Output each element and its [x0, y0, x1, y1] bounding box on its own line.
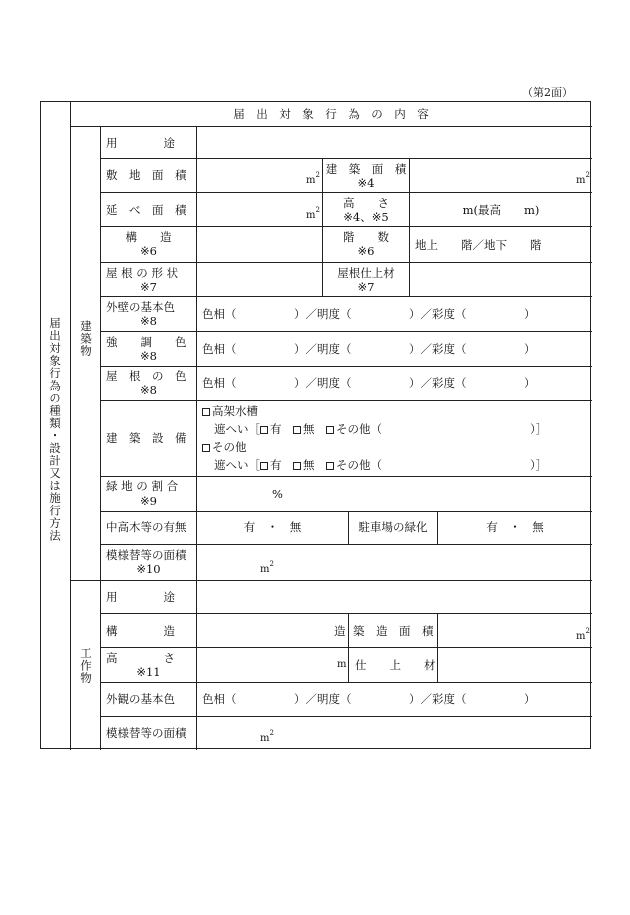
- label-kyouchou: 強 調 色: [106, 335, 187, 349]
- form-header: 届 出 対 象 行 為 の 内 容: [233, 107, 429, 121]
- label-structure-takasa: 高 さ: [106, 651, 175, 665]
- label-chikuzou: 築 造 面 積: [353, 624, 434, 638]
- note-11: ※11: [136, 665, 161, 679]
- checkbox-water-tank[interactable]: [202, 408, 210, 416]
- label-moyougae-structure: 模様替等の面積: [106, 726, 187, 740]
- setsubi-line-4: 遮へい［ 有 無 その他（ ）］: [214, 458, 548, 472]
- checkbox-other-2[interactable]: [326, 462, 334, 470]
- option-umu-1: 有 ・ 無: [243, 520, 302, 534]
- unit-sqm-5: $m^2$: [576, 626, 590, 642]
- color-fields-4: 色相（ ）／明度（ ）／彩度（ ）: [202, 692, 536, 706]
- structure-section-label: 工作物: [79, 647, 93, 685]
- label-kenchiku-menseki: 建 築 面 積: [325, 162, 407, 176]
- notification-form: [40, 101, 591, 749]
- unit-sqm-3: $m^2$: [306, 205, 320, 221]
- setsubi-line-1: 高架水槽: [202, 404, 258, 418]
- setsubi-line-2: 遮へい［ 有 無 その他（ ）］: [214, 422, 548, 436]
- label-moyougae-building: 模様替等の面積: [106, 548, 187, 562]
- label-youto: 用 途: [106, 136, 175, 150]
- label-yane-shiage: 屋根仕上材: [337, 266, 395, 280]
- label-structure-kouzou: 構 造: [106, 624, 175, 638]
- page-number: （第2面）: [522, 86, 573, 99]
- label-nobe: 延 べ 面 積: [106, 203, 187, 217]
- note-8b: ※8: [140, 349, 157, 363]
- checkbox-yes-1[interactable]: [260, 426, 268, 434]
- unit-percent: %: [272, 487, 283, 501]
- value-floors: 地上 階／地下 階: [415, 238, 542, 252]
- label-chuukouboku: 中高木等の有無: [106, 520, 187, 534]
- value-max-height: m(最高 m): [462, 203, 540, 217]
- note-6a: ※6: [140, 244, 157, 258]
- note-4: ※4: [357, 176, 375, 190]
- color-fields-3: 色相（ ）／明度（ ）／彩度（ ）: [202, 376, 536, 390]
- color-fields-1: 色相（ ）／明度（ ）／彩度（ ）: [202, 307, 536, 321]
- label-setsubi: 建 築 設 備: [106, 431, 187, 445]
- unit-sqm-4: $m^2$: [260, 559, 274, 575]
- unit-sqm-6: $m^2$: [260, 728, 274, 744]
- building-section-label: 建築物: [79, 320, 93, 358]
- label-kouzou: 構 造: [125, 230, 172, 244]
- left-title: 届出対象行為の種類・設計又は施行方法: [48, 317, 62, 542]
- note-8a: ※8: [140, 314, 157, 328]
- label-takasa: 高 さ: [343, 196, 389, 210]
- note-8c: ※8: [140, 383, 157, 397]
- checkbox-no-1[interactable]: [293, 426, 301, 434]
- note-10: ※10: [136, 562, 161, 576]
- label-shikichi: 敷 地 面 積: [106, 168, 187, 182]
- label-ryokuchi: 緑 地 の 割 合: [106, 479, 179, 493]
- unit-m: m: [337, 659, 347, 670]
- label-gaiheki: 外壁の基本色: [106, 300, 175, 314]
- label-structure-youto: 用 途: [106, 590, 175, 604]
- checkbox-other-equipment[interactable]: [202, 444, 210, 452]
- option-umu-2: 有 ・ 無: [486, 520, 544, 534]
- unit-sqm-2: $m^2$: [576, 170, 590, 186]
- note-9: ※9: [140, 494, 157, 508]
- setsubi-line-3: その他: [202, 440, 247, 454]
- label-gaikan: 外観の基本色: [106, 692, 175, 706]
- label-shiage: 仕 上 材: [355, 658, 436, 672]
- note-7a: ※7: [140, 280, 157, 294]
- note-7b: ※7: [357, 280, 375, 294]
- label-yane-keijou: 屋 根 の 形 状: [106, 266, 179, 280]
- note-4-5: ※4、※5: [343, 210, 389, 224]
- unit-zou: 造: [334, 624, 346, 638]
- label-chuushajou: 駐車場の緑化: [358, 520, 428, 534]
- note-6b: ※6: [357, 244, 375, 258]
- checkbox-no-2[interactable]: [293, 462, 301, 470]
- checkbox-other-1[interactable]: [326, 426, 334, 434]
- color-fields-2: 色相（ ）／明度（ ）／彩度（ ）: [202, 342, 536, 356]
- label-kaisuu: 階 数: [343, 230, 389, 244]
- unit-sqm-1: $m^2$: [306, 170, 320, 186]
- label-yane-iro: 屋 根 の 色: [106, 369, 187, 383]
- checkbox-yes-2[interactable]: [260, 462, 268, 470]
